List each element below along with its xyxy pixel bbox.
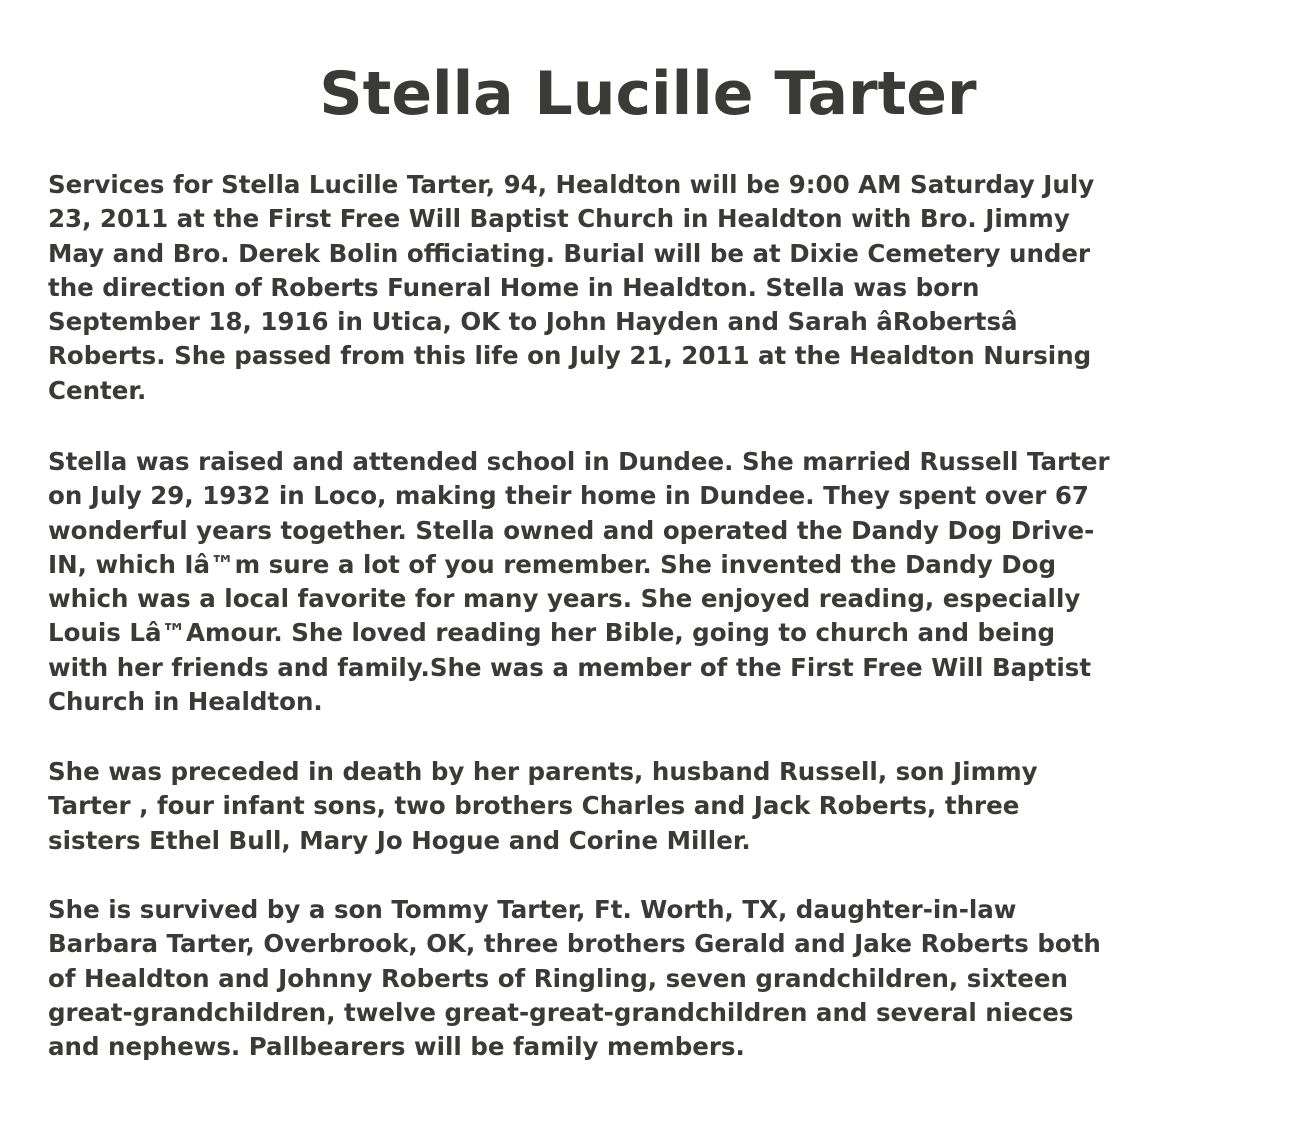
text-line: with her friends and family.She was a member of the First Free Will Baptist [48,652,1092,682]
text-line: Services for Stella Lucille Tarter, 94, Healdton will be 9:00 AM Saturday July [48,170,1095,199]
text-line: IN, which Iâ™m sure a lot of you remember. She invented the Dandy Dog [48,549,1057,579]
paragraph-life [48,445,1276,719]
text-line: Stella was raised and attended school in Dundee. She married Russell Tarter [48,447,1110,476]
text-line: Center. [48,375,147,405]
text-line: September 18, 1916 in Utica, OK to John Hayden and Sarah âRobertsâ [48,307,1018,337]
text-line: She is survived by a son Tommy Tarter, Ft. Worth, TX, daughter-in-law [48,895,1017,924]
text-line: great-grandchildren, twelve great-great-grandchildren and several nieces [48,997,1074,1027]
text-line: Louis Lâ™Amour. She loved reading her Bible, going to church and being [48,618,1056,648]
text-line: 23, 2011 at the First Free Will Baptist Church in Healdton with Bro. Jimmy [48,204,1070,234]
text-line: Roberts. She passed from this life on July 21, 2011 at the Healdton Nursing [48,341,1092,371]
text-line: She was preceded in death by her parents, husband Russell, son Jimmy [48,757,1038,786]
paragraph-survived [48,893,1276,1064]
obituary-title: Stella Lucille Tarter [319,59,977,129]
text-line: Tarter , four infant sons, two brothers Charles and Jack Roberts, three [48,791,1020,821]
text-line: sisters Ethel Bull, Mary Jo Hogue and Corine Miller. [48,825,751,855]
text-line: Church in Healdton. [48,687,323,717]
text-line: and nephews. Pallbearers will be family members. [48,1032,745,1062]
paragraph-preceded [48,755,1276,858]
text-line: the direction of Roberts Funeral Home in Healdton. Stella was born [48,272,980,302]
text-line: on July 29, 1932 in Loco, making their home in Dundee. They spent over 67 [48,481,1089,511]
text-line: of Healdton and Johnny Roberts of Ringling, seven grandchildren, sixteen [48,963,1068,993]
text-line: Barbara Tarter, Overbrook, OK, three brothers Gerald and Jake Roberts both [48,929,1101,959]
text-line: May and Bro. Derek Bolin officiating. Burial will be at Dixie Cemetery under [48,238,1091,268]
paragraph-services [48,168,1276,408]
text-line: wonderful years together. Stella owned and operated the Dandy Dog Drive- [48,515,1095,545]
text-line: which was a local favorite for many years. She enjoyed reading, especially [48,584,1081,614]
